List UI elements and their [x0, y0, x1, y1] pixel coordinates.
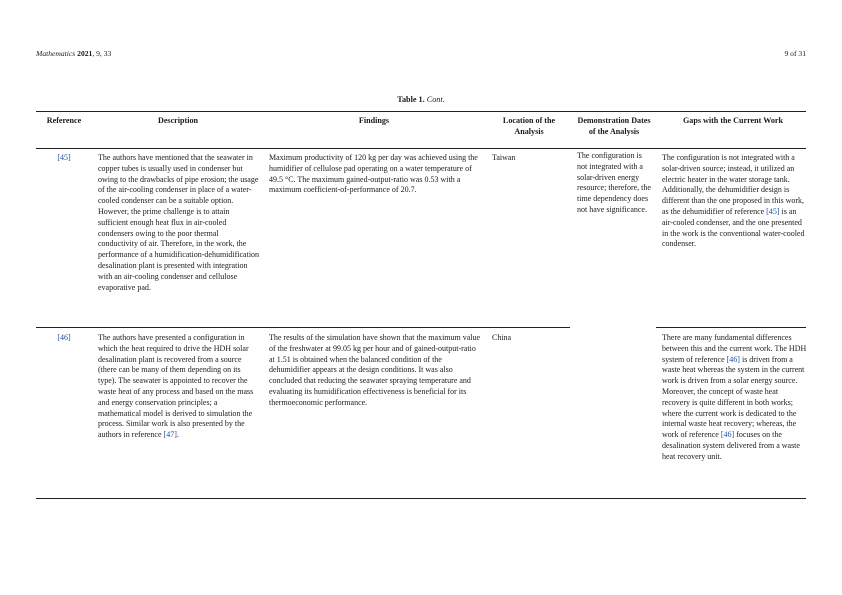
row1-description: The authors have mentioned that the seawater in copper tubes is usually used in condenser but owing to the drawbacks of pipe erosion; the usage of the air-cooling condenser in place of a water-cooled condenser can be a suitable option. However, the prime challenge is to attain sufficient enough heat flux in air-cooled condensers owing to the poor thermal conductivity of air. Therefore, in the work, the performance of a humidification-dehumidification desalination plant is presented with integration with an air-cooling condenser and cellulose evaporative pad. [98, 153, 260, 292]
row1-reference[interactable]: [45] [57, 153, 71, 162]
row2-gaps-text: There are many fundamental differences between this and the current work. The HDH system of reference [662, 333, 807, 364]
row1-gaps [662, 153, 807, 250]
table-cont: Cont. [426, 95, 445, 104]
row2-description-text: The authors have presented a configuration in which the heat required to drive the HDH solar desalination plant is recovered from a source (there can be many of them depending on its type). The seawater is appointed to recover the waste heat of any process and based on the mass and energy conservation principles; a mathematical model is derived to simulation the process. Similar work is also presented by the authors in reference [98, 333, 254, 440]
row-separator-left [36, 327, 570, 328]
row1-findings: Maximum productivity of 120 kg per day was achieved using the humidifier of cellulose pad operating on a water temperature of 49.5 °C. The maximum gained-output-ratio was 0.53 with a maximum coefficient-of-performance of 20.7. [269, 153, 478, 195]
col-header-location: Location of the Analysis [502, 116, 556, 136]
table-top-rule [36, 111, 806, 112]
row2-gaps-citation-2[interactable]: [46] [720, 430, 735, 440]
row2-gaps-citation-1[interactable]: [46] [726, 354, 740, 364]
col-header-description: Description [157, 116, 198, 125]
journal-volume: , 9, 33 [92, 49, 112, 58]
row1-gaps-text-end: is an air-cooled condenser, and the one presented in the work is the conventional water-cooled condenser. [662, 206, 805, 249]
table-label: Table 1. [397, 95, 425, 104]
col-header-findings: Findings [358, 116, 390, 125]
row2-description [98, 333, 260, 441]
col-header-dates: Demonstration Dates of the Analysis [577, 116, 651, 136]
row2-gaps-text-end: focuses on the desalination system delivered from a waste heat recovery unit. [662, 430, 800, 461]
page-number: 9 of 31 [784, 49, 806, 58]
journal-year: 2021 [77, 49, 93, 58]
row1-dates: The configuration is not integrated with a solar-driven energy resource; therefore, the time dependency does not have significance. [577, 151, 651, 214]
table-header-rule [36, 148, 806, 149]
row2-gaps [662, 333, 807, 463]
col-header-gaps: Gaps with the Current Work [683, 116, 783, 125]
row1-location: Taiwan [492, 153, 516, 162]
running-header [36, 49, 111, 58]
row-separator-right [656, 327, 806, 328]
row1-gaps-text: The configuration is not integrated with a solar-driven source; instead, it utilized an electric heater in the water storage tank. Additionally, the dehumidifier design is different than the one proposed in this work, as the dehumidifier of reference [662, 153, 805, 216]
journal-name: Mathematics [36, 49, 76, 58]
row1-gaps-citation[interactable]: [45] [766, 206, 780, 216]
col-header-reference: Reference [46, 116, 82, 125]
row2-findings: The results of the simulation have shown that the maximum value of the freshwater at 99.05 kg per hour and of gained-output-ratio at 1.51 is obtained when the balanced condition of the dehumidifier appears at the design conditions. It was also concluded that reducing the seawater spraying temperature and evaluating its humidification effectiveness is beneficial for its thermoeconomic performance. [269, 333, 481, 407]
row2-gaps-text-mid: is driven from a waste heat whereas the system in the current work is driven from a solar energy source. Moreover, the concept of waste heat recovery is quite different in both works; where the current work is dedicated to the internal waste heat recovery; whereas, the work of reference [662, 354, 805, 440]
row2-location: China [492, 333, 512, 342]
row2-reference[interactable]: [46] [57, 333, 71, 342]
table-caption [0, 95, 842, 104]
row2-description-citation[interactable]: [47] [163, 430, 177, 440]
row2-description-end: . [176, 430, 179, 440]
table-bottom-rule [36, 498, 806, 499]
